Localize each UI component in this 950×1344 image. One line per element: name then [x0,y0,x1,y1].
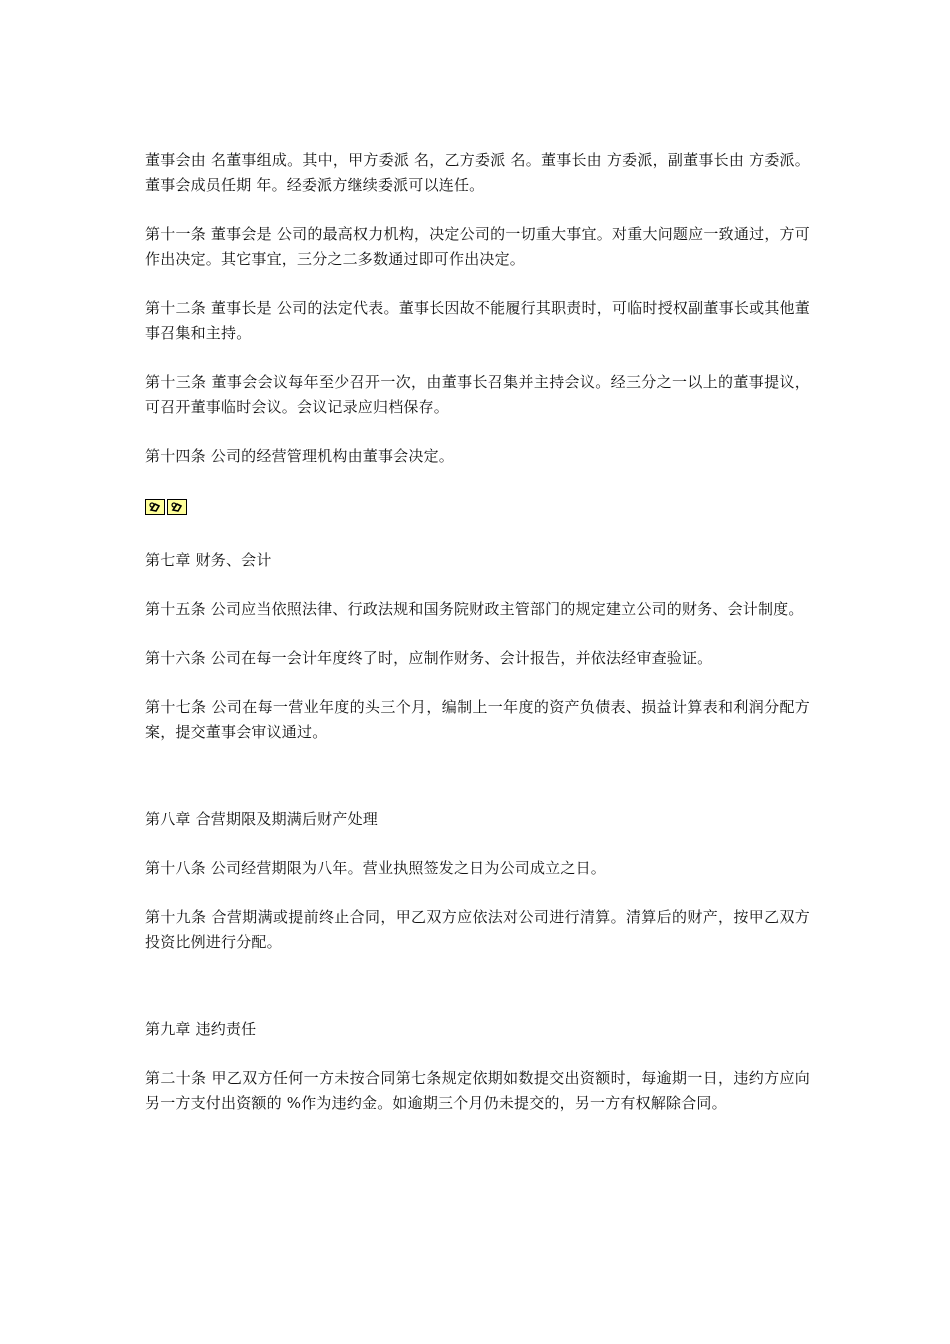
nav-icons [145,499,810,516]
link-icon[interactable] [167,499,187,515]
article-16: 第十六条 公司在每一会计年度终了时，应制作财务、会计报告，并依法经审查验证。 [145,649,713,667]
chapter-9-heading: 第九章 违约责任 [145,1020,257,1038]
article-18: 第十八条 公司经营期限为八年。营业执照签发之日为公司成立之日。 [145,859,606,877]
article-15: 第十五条 公司应当依照法律、行政法规和国务院财政主管部门的规定建立公司的财务、会计制度。 [145,600,804,618]
article-14: 第十四条 公司的经营管理机构由董事会决定。 [145,447,454,465]
link-icon[interactable] [145,499,165,515]
article-17: 第十七条 公司在每一营业年度的头三个月，编制上一年度的资产负债表、损益计算表和利润分配方案，提交董事会审议通过。 [145,698,810,741]
article-11: 第十一条 董事会是 公司的最高权力机构，决定公司的一切重大事宜。对重大问题应一致通过，方可作出决定。其它事宜，三分之二多数通过即可作出决定。 [145,225,810,268]
article-19: 第十九条 合营期满或提前终止合同，甲乙双方应依法对公司进行清算。清算后的财产，按甲乙双方投资比例进行分配。 [145,908,810,951]
article-20: 第二十条 甲乙双方任何一方未按合同第七条规定依期如数提交出资额时，每逾期一日，违约方应向另一方支付出资额的 %作为违约金。如逾期三个月仍未提交的，另一方有权解除合同。 [145,1069,810,1112]
article-13: 第十三条 董事会会议每年至少召开一次，由董事长召集并主持会议。经三分之一以上的董事提议，可召开董事临时会议。会议记录应归档保存。 [145,373,810,416]
chapter-8-heading: 第八章 合营期限及期满后财产处理 [145,810,378,828]
document-page [145,148,810,1116]
paragraph-board-composition: 董事会由 名董事组成。其中，甲方委派 名，乙方委派 名。董事长由 方委派，副董事长由 方委派。董事会成员任期 年。经委派方继续委派可以连任。 [145,151,810,194]
article-12: 第十二条 董事长是 公司的法定代表。董事长因故不能履行其职责时，可临时授权副董事长或其他董事召集和主持。 [145,299,810,342]
chapter-7-heading: 第七章 财务、会计 [145,551,272,569]
